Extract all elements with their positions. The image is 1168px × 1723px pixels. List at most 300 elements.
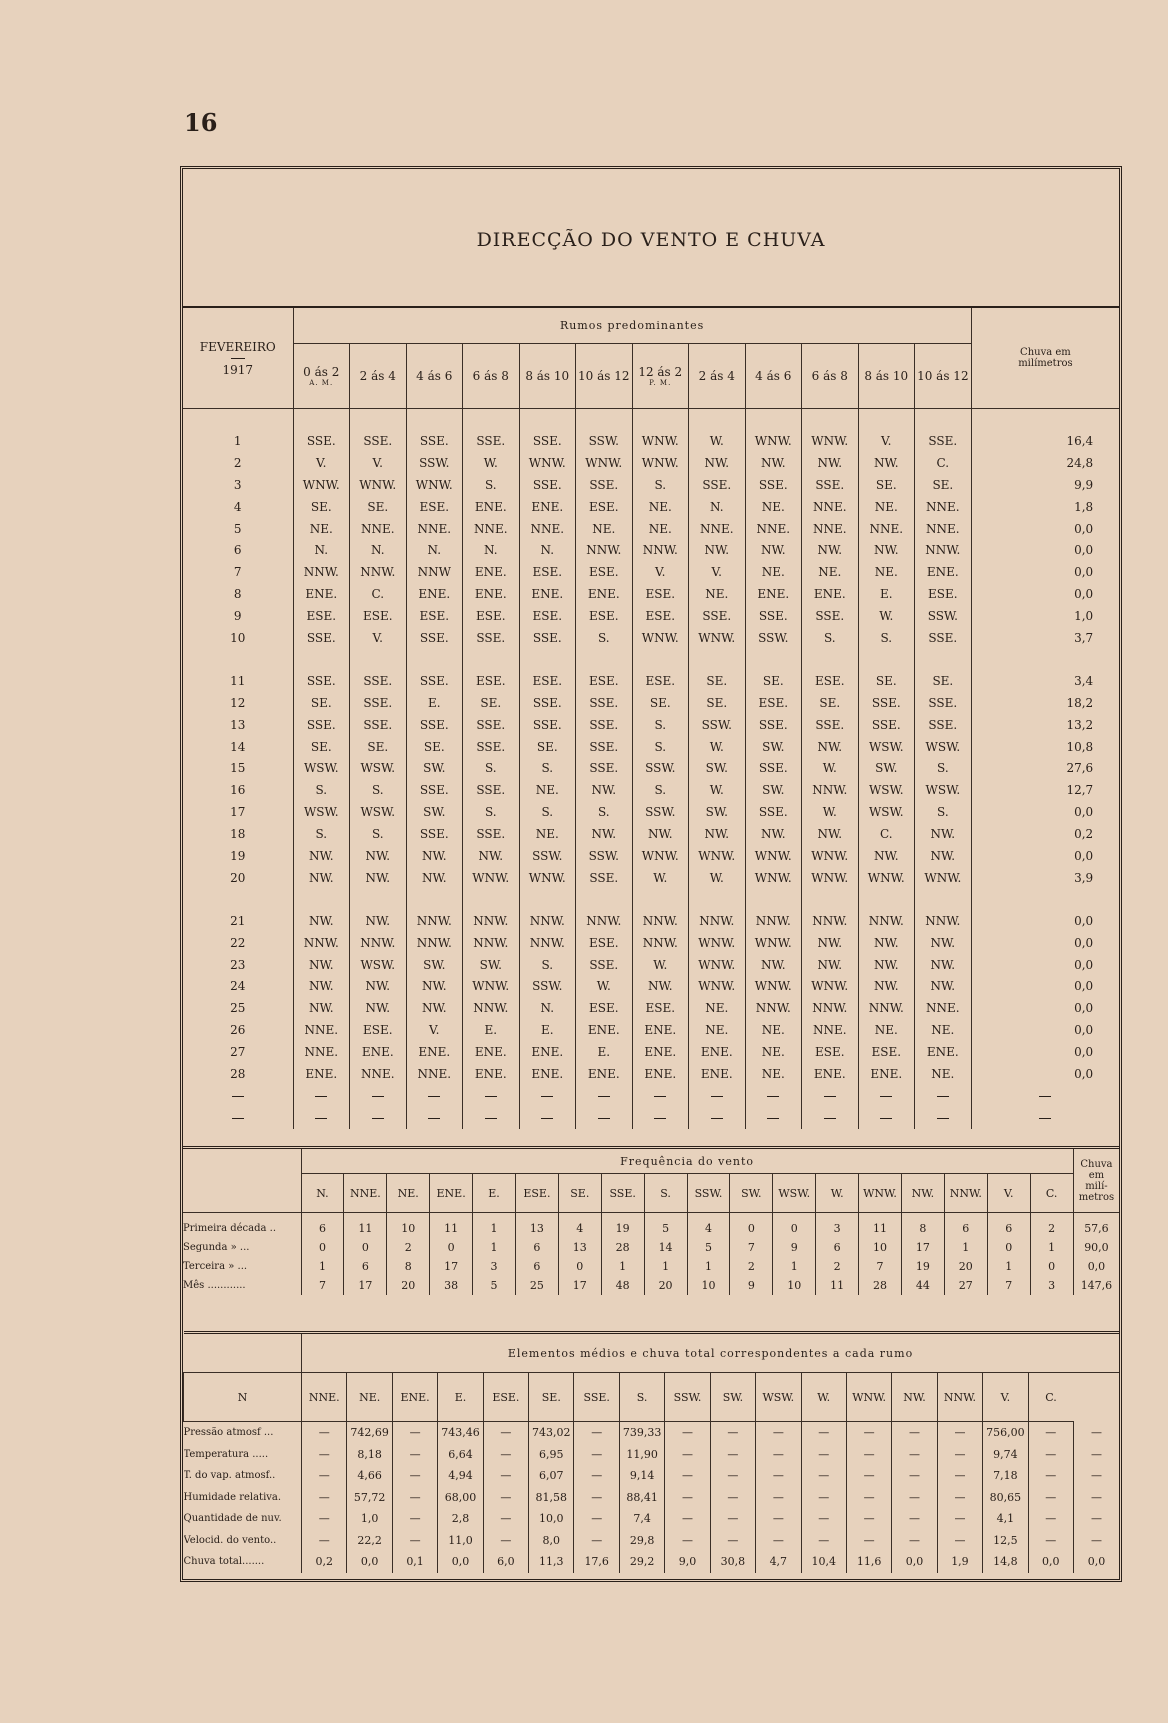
direction-cell: SSE. bbox=[576, 474, 633, 496]
direction-cell: W. bbox=[632, 867, 689, 889]
dash-mark bbox=[880, 1118, 892, 1119]
rain-cell: 0,0 bbox=[971, 561, 1119, 583]
month-year-header bbox=[183, 307, 293, 409]
direction-cell: NE. bbox=[632, 496, 689, 518]
direction-cell: S. bbox=[463, 801, 520, 823]
direction-cell: NNW. bbox=[745, 910, 802, 932]
direction-cell: ESE. bbox=[519, 670, 576, 692]
direction-cell: NW. bbox=[689, 452, 746, 474]
day-cell: 1 bbox=[233, 433, 242, 448]
element-cell: — bbox=[756, 1422, 801, 1444]
frequency-cell: 6 bbox=[944, 1213, 987, 1239]
day-cell: 26 bbox=[230, 1023, 246, 1038]
direction-cell: SSE. bbox=[406, 430, 463, 452]
element-cell: — bbox=[937, 1530, 982, 1552]
rain-cell: 0,0 bbox=[971, 932, 1119, 954]
dash-mark bbox=[485, 1118, 497, 1119]
element-cell: — bbox=[665, 1422, 710, 1444]
period-header bbox=[406, 343, 463, 408]
table-row bbox=[183, 736, 1119, 758]
dash-cell bbox=[802, 1085, 859, 1107]
direction-cell: NNW. bbox=[293, 561, 350, 583]
elements-column-header: SE. bbox=[529, 1373, 574, 1422]
dash-mark bbox=[315, 1096, 327, 1097]
direction-cell: SSE. bbox=[350, 714, 407, 736]
dash-mark bbox=[1039, 1118, 1051, 1119]
direction-cell: NE. bbox=[858, 496, 915, 518]
spacer-row bbox=[183, 409, 1119, 431]
period-label: 2 ás 4 bbox=[359, 368, 396, 383]
table-row bbox=[183, 627, 1119, 649]
rain-cell: 10,8 bbox=[971, 736, 1119, 758]
frequency-column-header: NW. bbox=[901, 1174, 944, 1213]
direction-cell: SSW. bbox=[406, 452, 463, 474]
direction-cell: NE. bbox=[858, 561, 915, 583]
elements-column-header: NW. bbox=[892, 1373, 937, 1422]
spacer-cell bbox=[293, 409, 350, 431]
table-row bbox=[183, 518, 1119, 540]
direction-cell: ENE. bbox=[519, 1041, 576, 1063]
dash-mark bbox=[824, 1096, 836, 1097]
direction-cell: SSE. bbox=[858, 714, 915, 736]
direction-cell: S. bbox=[463, 757, 520, 779]
element-cell: — bbox=[710, 1465, 755, 1487]
frequency-cell: 6 bbox=[515, 1238, 558, 1257]
direction-cell: SE. bbox=[915, 670, 972, 692]
day-cell: 22 bbox=[230, 935, 246, 950]
element-cell: 9,0 bbox=[665, 1551, 710, 1573]
table-row bbox=[183, 583, 1119, 605]
day-cell: 6 bbox=[233, 543, 242, 558]
direction-cell: SSE. bbox=[519, 714, 576, 736]
direction-cell: ESE. bbox=[519, 561, 576, 583]
element-cell: 743,46 bbox=[438, 1422, 483, 1444]
dash-mark bbox=[880, 1096, 892, 1097]
direction-cell: N. bbox=[519, 539, 576, 561]
element-cell: — bbox=[665, 1465, 710, 1487]
direction-cell: WNW. bbox=[463, 975, 520, 997]
direction-cell: WNW. bbox=[293, 474, 350, 496]
direction-cell: SE. bbox=[293, 692, 350, 714]
direction-cell: NNE. bbox=[350, 518, 407, 540]
element-cell: — bbox=[710, 1444, 755, 1466]
direction-cell: SSW. bbox=[576, 845, 633, 867]
elements-column-header: W. bbox=[801, 1373, 846, 1422]
element-cell: 12,5 bbox=[983, 1530, 1028, 1552]
direction-cell: NW. bbox=[350, 997, 407, 1019]
direction-cell: NW. bbox=[293, 975, 350, 997]
frequency-cell: 17 bbox=[901, 1238, 944, 1257]
dash-cell bbox=[576, 1085, 633, 1107]
period-header bbox=[689, 343, 746, 408]
direction-cell: SSE. bbox=[519, 474, 576, 496]
direction-cell: WSW. bbox=[350, 757, 407, 779]
table-row bbox=[183, 954, 1119, 976]
day-cell: 27 bbox=[230, 1045, 246, 1060]
row-label: T. do vap. atmosf.. bbox=[183, 1470, 276, 1482]
day-cell: 13 bbox=[230, 717, 246, 732]
direction-cell: ESE. bbox=[632, 670, 689, 692]
direction-cell: NNW. bbox=[576, 539, 633, 561]
direction-cell: NW. bbox=[745, 954, 802, 976]
period-label: 10 ás 12 bbox=[578, 368, 630, 383]
element-cell: — bbox=[756, 1530, 801, 1552]
direction-cell: WNW. bbox=[689, 845, 746, 867]
direction-cell: WNW. bbox=[802, 867, 859, 889]
dash-cell bbox=[406, 1085, 463, 1107]
direction-cell: V. bbox=[293, 452, 350, 474]
wind-direction-body bbox=[183, 409, 1119, 1129]
frequency-column-header: WSW. bbox=[773, 1174, 816, 1213]
direction-cell: SSW. bbox=[632, 757, 689, 779]
spacer-cell bbox=[745, 889, 802, 910]
direction-cell: SE. bbox=[802, 692, 859, 714]
day-cell: 10 bbox=[230, 630, 246, 645]
frequency-cell: 10 bbox=[859, 1238, 902, 1257]
dash-cell bbox=[858, 1085, 915, 1107]
direction-cell: NNW. bbox=[576, 910, 633, 932]
frequency-cell: 6 bbox=[301, 1213, 344, 1239]
direction-cell: NW. bbox=[915, 975, 972, 997]
element-cell: — bbox=[801, 1465, 846, 1487]
period-header bbox=[858, 343, 915, 408]
elements-column-header: NNE. bbox=[302, 1373, 347, 1422]
day-cell: 24 bbox=[230, 979, 246, 994]
frequency-cell: 17 bbox=[344, 1276, 387, 1295]
element-cell: — bbox=[392, 1444, 437, 1466]
direction-cell: SSE. bbox=[576, 736, 633, 758]
direction-cell: SE. bbox=[406, 736, 463, 758]
direction-cell: SSW. bbox=[745, 627, 802, 649]
table-row bbox=[183, 823, 1119, 845]
day-cell: 12 bbox=[230, 695, 246, 710]
direction-cell: ENE. bbox=[519, 1063, 576, 1085]
dash-cell bbox=[350, 1085, 407, 1107]
spacer-cell bbox=[406, 409, 463, 431]
direction-cell: ENE. bbox=[406, 1041, 463, 1063]
wind-direction-table bbox=[183, 306, 1119, 1129]
element-cell: 4,1 bbox=[983, 1508, 1028, 1530]
dash-cell bbox=[183, 1107, 293, 1129]
direction-cell: V. bbox=[632, 561, 689, 583]
direction-cell: WNW. bbox=[406, 474, 463, 496]
direction-cell: NNW. bbox=[632, 539, 689, 561]
direction-cell: WNW. bbox=[632, 452, 689, 474]
direction-cell: SSE. bbox=[463, 714, 520, 736]
direction-cell: ENE. bbox=[576, 1063, 633, 1085]
direction-cell: WNW. bbox=[745, 932, 802, 954]
direction-cell: SSE. bbox=[915, 627, 972, 649]
frequency-column-header: N. bbox=[301, 1174, 344, 1213]
direction-cell: SSE. bbox=[406, 779, 463, 801]
element-cell: 4,7 bbox=[756, 1551, 801, 1573]
spacer-cell bbox=[350, 649, 407, 670]
frequency-cell: 28 bbox=[859, 1276, 902, 1295]
frequency-cell: 0 bbox=[773, 1213, 816, 1239]
dash-cell bbox=[971, 1107, 1119, 1129]
element-cell: 11,0 bbox=[438, 1530, 483, 1552]
element-cell: 10,0 bbox=[529, 1508, 574, 1530]
direction-cell: SSE. bbox=[463, 823, 520, 845]
element-cell: 81,58 bbox=[529, 1487, 574, 1509]
mean-elements-table bbox=[183, 1331, 1119, 1573]
direction-cell: NNW. bbox=[463, 932, 520, 954]
direction-cell: S. bbox=[519, 757, 576, 779]
direction-cell: SSE. bbox=[915, 692, 972, 714]
row-label: Chuva total....... bbox=[183, 1556, 265, 1568]
element-cell: — bbox=[302, 1508, 347, 1530]
direction-cell: SE. bbox=[463, 692, 520, 714]
rumos-header: Rumos predominantes bbox=[293, 307, 971, 343]
direction-cell: WNW. bbox=[519, 867, 576, 889]
frequency-cell: 6 bbox=[816, 1238, 859, 1257]
direction-cell: N. bbox=[406, 539, 463, 561]
element-cell: 739,33 bbox=[619, 1422, 664, 1444]
rain-cell: 0,0 bbox=[971, 910, 1119, 932]
day-cell: 16 bbox=[230, 783, 246, 798]
table-row bbox=[184, 1508, 1120, 1530]
rain-cell: 0,0 bbox=[971, 1063, 1119, 1085]
direction-cell: NE. bbox=[632, 518, 689, 540]
period-label: 8 ás 10 bbox=[864, 368, 909, 383]
direction-cell: W. bbox=[689, 736, 746, 758]
element-cell: 6,95 bbox=[529, 1444, 574, 1466]
direction-cell: NW. bbox=[406, 997, 463, 1019]
spacer-cell bbox=[689, 889, 746, 910]
direction-cell: W. bbox=[802, 801, 859, 823]
table-row bbox=[184, 1487, 1120, 1509]
day-cell: 21 bbox=[230, 913, 246, 928]
spacer-cell bbox=[350, 409, 407, 431]
element-cell: — bbox=[483, 1422, 528, 1444]
direction-cell: WNW. bbox=[858, 867, 915, 889]
direction-cell: S. bbox=[632, 474, 689, 496]
frequency-cell: 7 bbox=[301, 1276, 344, 1295]
rain-cell: 12,7 bbox=[971, 779, 1119, 801]
direction-cell: NNE. bbox=[350, 1063, 407, 1085]
element-cell: 9,74 bbox=[983, 1444, 1028, 1466]
direction-cell: NW. bbox=[293, 845, 350, 867]
direction-cell: ENE. bbox=[632, 1019, 689, 1041]
element-cell: — bbox=[483, 1487, 528, 1509]
direction-cell: NW. bbox=[915, 845, 972, 867]
table-row bbox=[183, 910, 1119, 932]
rain-cell: 0,0 bbox=[971, 1019, 1119, 1041]
direction-cell: NE. bbox=[802, 561, 859, 583]
element-cell: 4,66 bbox=[347, 1465, 392, 1487]
dash-cell bbox=[519, 1085, 576, 1107]
dash-mark bbox=[428, 1118, 440, 1119]
table-row bbox=[184, 1551, 1120, 1573]
spacer-cell bbox=[745, 409, 802, 431]
direction-cell: NE. bbox=[745, 561, 802, 583]
period-label: 8 ás 10 bbox=[525, 368, 570, 383]
frequency-cell: 8 bbox=[901, 1213, 944, 1239]
direction-cell: ESE. bbox=[576, 496, 633, 518]
spacer-cell bbox=[632, 649, 689, 670]
direction-cell: WSW. bbox=[858, 801, 915, 823]
direction-cell: SE. bbox=[293, 736, 350, 758]
dash-cell bbox=[406, 1107, 463, 1129]
elements-column-header: WNW. bbox=[846, 1373, 891, 1422]
frequency-column-header: NE. bbox=[387, 1174, 430, 1213]
direction-cell: NW. bbox=[745, 539, 802, 561]
direction-cell: N. bbox=[350, 539, 407, 561]
dash-cell bbox=[632, 1085, 689, 1107]
spacer-cell bbox=[519, 409, 576, 431]
direction-cell: NNE. bbox=[802, 518, 859, 540]
element-cell: 11,90 bbox=[619, 1444, 664, 1466]
element-cell: — bbox=[846, 1444, 891, 1466]
frequency-cell: 20 bbox=[944, 1257, 987, 1276]
frequency-cell: 10 bbox=[773, 1276, 816, 1295]
direction-cell: NW. bbox=[632, 823, 689, 845]
direction-cell: WSW. bbox=[858, 779, 915, 801]
direction-cell: NE. bbox=[689, 997, 746, 1019]
rain-cell: 0,0 bbox=[971, 997, 1119, 1019]
rain-cell: 0,0 bbox=[971, 539, 1119, 561]
period-header bbox=[350, 343, 407, 408]
rain-cell: 1,0 bbox=[971, 605, 1119, 627]
spacer-cell bbox=[293, 889, 350, 910]
direction-cell: NNW. bbox=[519, 910, 576, 932]
frequency-cell: 3 bbox=[473, 1257, 516, 1276]
direction-cell: NNW. bbox=[350, 561, 407, 583]
day-cell: 15 bbox=[230, 761, 246, 776]
element-cell: — bbox=[892, 1444, 937, 1466]
direction-cell: W. bbox=[463, 452, 520, 474]
rain-cell: 1,8 bbox=[971, 496, 1119, 518]
element-cell: 29,8 bbox=[619, 1530, 664, 1552]
frequency-column-header: W. bbox=[816, 1174, 859, 1213]
direction-cell: NW. bbox=[406, 845, 463, 867]
frequency-cell: 28 bbox=[601, 1238, 644, 1257]
dash-cell bbox=[576, 1107, 633, 1129]
direction-cell: SSW. bbox=[519, 845, 576, 867]
frequency-cell: 0 bbox=[430, 1238, 473, 1257]
frequency-cell: 5 bbox=[687, 1238, 730, 1257]
frequency-cell: 8 bbox=[387, 1257, 430, 1276]
direction-cell: NNE. bbox=[802, 496, 859, 518]
dash-mark bbox=[654, 1118, 666, 1119]
direction-cell: ENE. bbox=[915, 1041, 972, 1063]
direction-cell: V. bbox=[406, 1019, 463, 1041]
element-cell: — bbox=[392, 1487, 437, 1509]
element-cell: — bbox=[1028, 1508, 1073, 1530]
direction-cell: S. bbox=[293, 823, 350, 845]
direction-cell: SE. bbox=[858, 474, 915, 496]
direction-cell: ESE. bbox=[406, 605, 463, 627]
rain-cell: 57,6 bbox=[1073, 1213, 1119, 1239]
dash-cell bbox=[632, 1107, 689, 1129]
spacer-cell bbox=[915, 649, 972, 670]
direction-cell: NNW. bbox=[519, 932, 576, 954]
table-row bbox=[183, 605, 1119, 627]
element-cell: — bbox=[302, 1444, 347, 1466]
direction-cell: SE. bbox=[689, 692, 746, 714]
rain-cell: 3,9 bbox=[971, 867, 1119, 889]
direction-cell: ENE. bbox=[576, 583, 633, 605]
direction-cell: SE. bbox=[293, 496, 350, 518]
direction-cell: NNE. bbox=[406, 1063, 463, 1085]
direction-cell: NNE. bbox=[519, 518, 576, 540]
row-label: Temperatura ..... bbox=[183, 1448, 269, 1460]
day-cell: 25 bbox=[230, 1001, 246, 1016]
direction-cell: NNE. bbox=[463, 518, 520, 540]
month-label: FEVEREIRO bbox=[199, 339, 276, 354]
day-cell: 19 bbox=[230, 848, 246, 863]
table-row bbox=[183, 801, 1119, 823]
element-cell: 756,00 bbox=[983, 1422, 1028, 1444]
direction-cell: S. bbox=[915, 801, 972, 823]
direction-cell: SW. bbox=[406, 954, 463, 976]
direction-cell: SSE. bbox=[293, 714, 350, 736]
direction-cell: S. bbox=[350, 823, 407, 845]
period-label: 12 ás 2 bbox=[638, 364, 683, 379]
direction-cell: ESE. bbox=[576, 561, 633, 583]
element-cell: 57,72 bbox=[347, 1487, 392, 1509]
direction-cell: SSW. bbox=[689, 714, 746, 736]
dash-mark bbox=[937, 1096, 949, 1097]
direction-cell: WNW. bbox=[689, 627, 746, 649]
direction-cell: WSW. bbox=[858, 736, 915, 758]
wind-frequency-table bbox=[183, 1146, 1119, 1295]
direction-cell: E. bbox=[519, 1019, 576, 1041]
period-label: 6 ás 8 bbox=[811, 368, 848, 383]
element-cell: — bbox=[1028, 1444, 1073, 1466]
dash-cell bbox=[802, 1107, 859, 1129]
direction-cell: SSE. bbox=[576, 954, 633, 976]
dash-cell bbox=[689, 1085, 746, 1107]
direction-cell: ESE. bbox=[858, 1041, 915, 1063]
element-cell: — bbox=[392, 1465, 437, 1487]
spacer-cell bbox=[689, 409, 746, 431]
frequency-cell: 1 bbox=[987, 1257, 1030, 1276]
direction-cell: S. bbox=[576, 627, 633, 649]
direction-cell: W. bbox=[576, 975, 633, 997]
direction-cell: NE. bbox=[519, 823, 576, 845]
direction-cell: NNE. bbox=[915, 496, 972, 518]
elements-column-header: E. bbox=[438, 1373, 483, 1422]
day-cell: 4 bbox=[233, 499, 242, 514]
spacer-row bbox=[183, 649, 1119, 670]
frequency-cell: 2 bbox=[730, 1257, 773, 1276]
row-label: Primeira década .. bbox=[183, 1223, 277, 1234]
frequency-column-header: NNE. bbox=[344, 1174, 387, 1213]
element-cell: 88,41 bbox=[619, 1487, 664, 1509]
element-cell: 0,0 bbox=[1028, 1551, 1073, 1573]
element-cell: — bbox=[801, 1487, 846, 1509]
direction-cell: ENE. bbox=[519, 583, 576, 605]
spacer-cell bbox=[183, 409, 293, 431]
element-cell: — bbox=[801, 1530, 846, 1552]
period-label: 0 ás 2 bbox=[303, 364, 340, 379]
element-cell: — bbox=[302, 1422, 347, 1444]
frequency-cell: 11 bbox=[816, 1276, 859, 1295]
frequency-title: Frequência do vento bbox=[301, 1148, 1073, 1174]
elements-column-header: N bbox=[184, 1373, 302, 1422]
direction-cell: NNW. bbox=[915, 539, 972, 561]
element-cell: — bbox=[710, 1487, 755, 1509]
row-label: Quantidade de nuv. bbox=[183, 1513, 282, 1525]
direction-cell: NNE. bbox=[689, 518, 746, 540]
direction-cell: ENE. bbox=[463, 1041, 520, 1063]
direction-cell: NW. bbox=[576, 823, 633, 845]
element-cell: — bbox=[937, 1487, 982, 1509]
direction-cell: SSE. bbox=[519, 430, 576, 452]
frequency-cell: 5 bbox=[644, 1213, 687, 1239]
frequency-cell: 2 bbox=[387, 1238, 430, 1257]
